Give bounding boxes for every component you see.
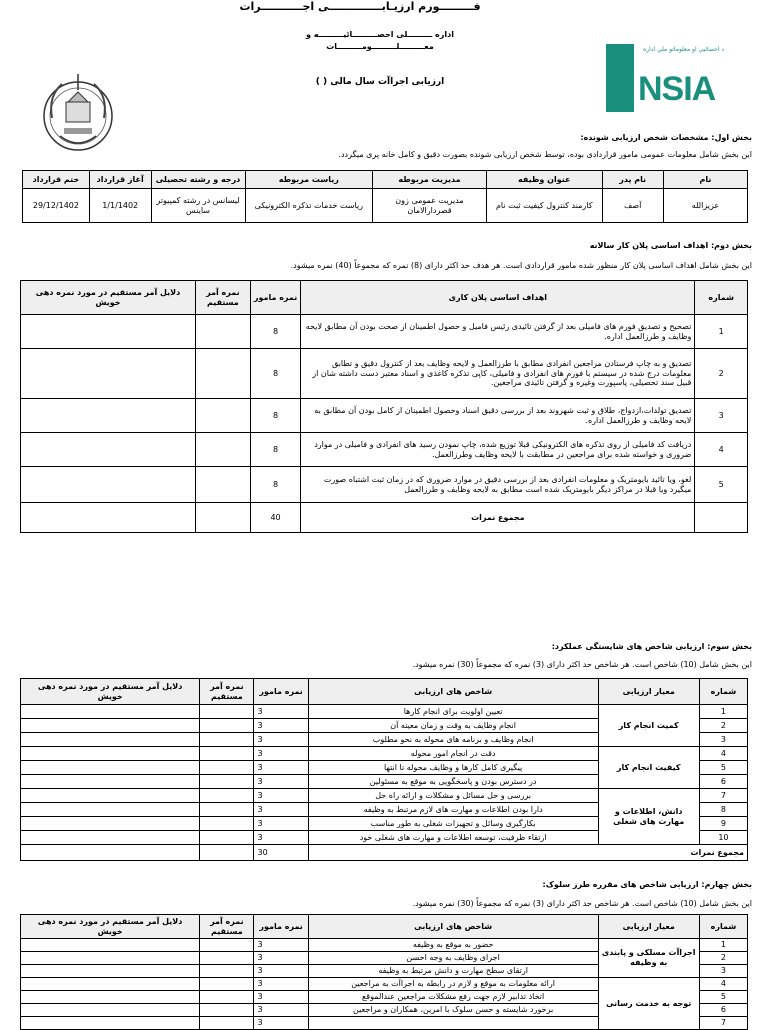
row-number: 8 <box>699 803 747 817</box>
row-score: 8 <box>250 467 301 503</box>
row-supervisor-score[interactable] <box>200 939 254 952</box>
row-supervisor-score[interactable] <box>195 433 250 467</box>
row-supervisor-reasons[interactable] <box>21 939 200 952</box>
header-directorate: مدیریت مربوطه <box>373 171 487 189</box>
row-goal: دریافت کد فامیلی از روی تذکره های الکترونیکی قبلا توزیع شده، چاپ نمودن رسید های انفرادی و فامیلی در موارد ضروری و خواسته شده برای مراجعین در مطابقت با لایحه وظایف وطرزالعمل. <box>301 433 695 467</box>
emblem-seal <box>38 66 118 158</box>
header-indicators: شاخص های ارزیابی <box>308 915 598 939</box>
total-supervisor-reasons[interactable] <box>21 503 196 533</box>
row-score: 3 <box>254 817 308 831</box>
row-number: 5 <box>699 761 747 775</box>
row-supervisor-reasons[interactable] <box>21 775 200 789</box>
cell-education: لیسانس در رشته کمپیوتر ساینس <box>151 189 245 223</box>
row-indicator: تعیین اولویت برای انجام کارها <box>308 705 598 719</box>
row-supervisor-score[interactable] <box>200 705 254 719</box>
row-indicator: اتخاذ تدابیر لازم جهت رفع مشکلات مراجعین عندالموقع <box>308 991 598 1004</box>
row-number: 3 <box>695 399 748 433</box>
row-supervisor-reasons[interactable] <box>21 705 200 719</box>
header-criteria: معیار ارزیابی <box>598 915 699 939</box>
section1-title: بخش اول: مشخصات شخص ارزیابی شونده: <box>580 133 752 142</box>
row-supervisor-score[interactable] <box>200 761 254 775</box>
header-contract-start: آغاز قرارداد <box>89 171 151 189</box>
row-supervisor-reasons[interactable] <box>21 315 196 349</box>
row-supervisor-reasons[interactable] <box>21 433 196 467</box>
row-score: 3 <box>254 789 308 803</box>
table-row <box>21 349 748 399</box>
row-number: 10 <box>699 831 747 845</box>
row-score: 3 <box>254 831 308 845</box>
row-number: 7 <box>699 1017 747 1030</box>
row-supervisor-score[interactable] <box>200 1017 254 1030</box>
header-presidency: ریاست مربوطه <box>245 171 373 189</box>
row-number: 2 <box>695 349 748 399</box>
criteria-cell: اجراآت مسلکی و پابندی به وظیفه <box>598 939 699 978</box>
row-indicator: ارائه معلومات به موقع و لازم در رابطه به اجراآت به مراجعین <box>308 978 598 991</box>
row-supervisor-score[interactable] <box>200 747 254 761</box>
header-supervisor-score: نمره آمر مستقیم <box>200 915 254 939</box>
header-name: نام <box>663 171 747 189</box>
row-number: 3 <box>699 965 747 978</box>
row-indicator: ارتقای سطح مهارت و دانش مرتبط به وظیفه <box>308 965 598 978</box>
row-indicator: انجام وظایف و برنامه های محوله به نحو مطلوب <box>308 733 598 747</box>
row-score: 3 <box>254 775 308 789</box>
cell-father: آصف <box>602 189 663 223</box>
row-supervisor-reasons[interactable] <box>21 978 200 991</box>
row-supervisor-score[interactable] <box>200 775 254 789</box>
header-criteria: معیار ارزیابی <box>598 679 699 705</box>
header-number: شماره <box>699 915 747 939</box>
header-supervisor-reasons: دلایل آمر مستقیم در مورد نمره دهی خویش <box>21 679 200 705</box>
header-father: نام پدر <box>602 171 663 189</box>
section4-title: بخش چهارم: ارزیابی شاخص های مقرره طرز سلوک: <box>542 880 752 889</box>
header-employee-score: نمره مامور <box>254 679 308 705</box>
row-goal: تصدیق و به چاپ فرستادن مراجعین انفرادی مطابق با طرزالعمل و لایحه وظایف بعد از کنترول دقیق و تطابق معلومات درج شده در سیستم با فورم های انفرادی و فامیلی، کاپی تذکره کاغذی و اسناد معتبر دست داشته شان از قبیل سند تحصیلی، پاسپورت وغیره و گرفتن تائیدی مراجعین. <box>301 349 695 399</box>
row-score: 3 <box>254 733 308 747</box>
row-indicator: در دسترس بودن و پاسخگویی به موقع به مسئولین <box>308 775 598 789</box>
total-supervisor-score[interactable] <box>195 503 250 533</box>
header-employee-score: نمره مامور <box>250 281 301 315</box>
table-row <box>21 467 748 503</box>
department-line-2: معـــــــــلـــــــــومـــــــــات <box>326 42 434 51</box>
header-indicators: شاخص های ارزیابی <box>308 679 598 705</box>
table-row <box>21 399 748 433</box>
row-number: 5 <box>699 991 747 1004</box>
department-line-1: اداره ـــــــــلی احصـــــــــائیـــــــــه و <box>306 30 454 39</box>
row-supervisor-score[interactable] <box>195 467 250 503</box>
row-number: 4 <box>699 978 747 991</box>
row-supervisor-reasons[interactable] <box>21 733 200 747</box>
row-number: 1 <box>699 705 747 719</box>
fiscal-year-label: ارزیابی اجراآت سال مالی ( ) <box>315 77 445 87</box>
row-number: 6 <box>699 775 747 789</box>
row-score: 3 <box>254 747 308 761</box>
section4-table <box>20 914 748 1030</box>
row-supervisor-reasons[interactable] <box>21 467 196 503</box>
row-indicator: برخورد شایسته و حسن سلوک با امرین، همکاران و مراجعین <box>308 1004 598 1017</box>
row-number: 7 <box>699 789 747 803</box>
header-supervisor-reasons: دلایل آمر مستقیم در مورد نمره دهی خویش <box>21 915 200 939</box>
row-number: 1 <box>695 315 748 349</box>
header-education: درجه و رشته تحصیلی <box>151 171 245 189</box>
total-score: 40 <box>250 503 301 533</box>
header-supervisor-score: نمره آمر مستقیم <box>195 281 250 315</box>
row-score: 3 <box>254 939 308 952</box>
row-goal: تصحیح و تصدیق فورم های فامیلی بعد از گرفتن تائیدی رئیس فامیل و حصول اطمینان از صحت بودن آن مطابق لایحه وظایف و طرزالعمل اداره. <box>301 315 695 349</box>
cell-job-title: کارمند کنترول کیفیت ثبت نام <box>486 189 602 223</box>
section3-desc: این بخش شامل (10) شاخص است. هر شاخص حد اکثر دارای (3) نمره که مجموعاً (30) نمره میشود. <box>412 660 752 669</box>
row-score: 3 <box>254 965 308 978</box>
cell-presidency: ریاست خدمات تذکره الکترونیکی <box>245 189 373 223</box>
nsia-logo-subtitle: د احصائیې او معلوماتو ملي اداره <box>643 46 724 53</box>
cell-contract-end: 29/12/1402 <box>23 189 90 223</box>
row-indicator: اجرای وظایف به وجه احسن <box>308 952 598 965</box>
row-score: 3 <box>254 952 308 965</box>
header-number: شماره <box>695 281 748 315</box>
nsia-logo-box-icon <box>606 44 634 112</box>
row-score: 8 <box>250 315 301 349</box>
row-number: 4 <box>699 747 747 761</box>
row-supervisor-score[interactable] <box>200 965 254 978</box>
total-supervisor-score[interactable] <box>200 845 254 861</box>
row-indicator: انجام وظایف به وقت و زمان معینه آن <box>308 719 598 733</box>
table-row <box>21 433 748 467</box>
criteria-cell: توجه به خدمت رسانی <box>598 978 699 1030</box>
row-supervisor-score[interactable] <box>200 991 254 1004</box>
row-number: 2 <box>699 952 747 965</box>
row-supervisor-score[interactable] <box>200 1004 254 1017</box>
row-indicator: حضور به موقع به وظیفه <box>308 939 598 952</box>
row-number: 2 <box>699 719 747 733</box>
row-supervisor-score[interactable] <box>200 831 254 845</box>
section3-table <box>20 678 748 861</box>
row-score: 3 <box>254 1017 308 1030</box>
row-supervisor-reasons[interactable] <box>21 965 200 978</box>
row-score: 3 <box>254 719 308 733</box>
header-job-title: عنوان وظیفه <box>486 171 602 189</box>
row-score: 3 <box>254 991 308 1004</box>
row-score: 3 <box>254 761 308 775</box>
row-score: 3 <box>254 978 308 991</box>
row-score: 3 <box>254 705 308 719</box>
row-number: 5 <box>695 467 748 503</box>
section3-title: بخش سوم: ارزیابی شاخص های شایستگی عملکرد: <box>551 642 752 651</box>
cell-name: عزیزالله <box>663 189 747 223</box>
row-supervisor-score[interactable] <box>195 315 250 349</box>
row-supervisor-score[interactable] <box>195 399 250 433</box>
criteria-cell: کیفیت انجام کار <box>598 747 699 789</box>
row-supervisor-reasons[interactable] <box>21 1017 200 1030</box>
row-indicator: دقت در انجام امور محوله <box>308 747 598 761</box>
row-score: 8 <box>250 399 301 433</box>
row-number: 4 <box>695 433 748 467</box>
cell-contract-start: 1/1/1402 <box>89 189 151 223</box>
row-supervisor-reasons[interactable] <box>21 952 200 965</box>
row-supervisor-reasons[interactable] <box>21 991 200 1004</box>
row-indicator: پیگیری کامل کارها و وظایف محوله تا انتها <box>308 761 598 775</box>
section1-desc: این بخش شامل معلومات عمومی مامور قراردادی بوده، توسط شخص ارزیابی شونده بصورت دقیق و کامل خانه پری میگردد. <box>338 150 752 159</box>
section1-table <box>22 170 748 223</box>
total-label: مجموع نمرات <box>308 845 747 861</box>
row-indicator: دارا بودن اطلاعات و مهارت های لازم مرتبط به وظیفه <box>308 803 598 817</box>
row-supervisor-score[interactable] <box>200 817 254 831</box>
section2-table <box>20 280 748 533</box>
row-score: 3 <box>254 803 308 817</box>
total-label: مجموع نمرات <box>301 503 695 533</box>
nsia-logo-text: NSIA <box>638 70 716 108</box>
row-supervisor-reasons[interactable] <box>21 761 200 775</box>
row-number: 6 <box>699 1004 747 1017</box>
row-score: 3 <box>254 1004 308 1017</box>
row-supervisor-score[interactable] <box>195 349 250 399</box>
total-row <box>21 503 748 533</box>
row-goal: لغو، ویا تائید بایومتریک و معلومات انفرادی بعد از بررسی دقیق در موارد ضروری که در زمان ثبت اشتباه صورت میگیرد ویا قبلا در مراکز دیگر بایومتریک شده است مطابق به لایحه وظایف و طرزالعمل <box>301 467 695 503</box>
header-number: شماره <box>699 679 747 705</box>
nsia-logo <box>606 44 724 116</box>
header-goals: اهداف اساسی پلان کاری <box>301 281 695 315</box>
total-supervisor-reasons[interactable] <box>21 845 200 861</box>
form-title: فـــــــــورم ارزیـابــــــــــــــی اجـــــــــــرات <box>239 0 481 13</box>
row-indicator: ارتقاء ظرفیت، توسعه اطلاعات و مهارت های شغلی خود <box>308 831 598 845</box>
header-contract-end: ختم قرارداد <box>23 171 90 189</box>
row-supervisor-reasons[interactable] <box>21 789 200 803</box>
header-supervisor-score: نمره آمر مستقیم <box>200 679 254 705</box>
section2-desc: این بخش شامل اهداف اساسی پلان کار منظور شده مامور قراردادی است. هر هدف حد اکثر دارای (8) نمره که مجموعاً (40) نمره میشود. <box>290 261 752 270</box>
row-supervisor-score[interactable] <box>200 719 254 733</box>
cell-directorate: مدیریت عمومی زون قصردارالامان <box>373 189 487 223</box>
row-supervisor-reasons[interactable] <box>21 747 200 761</box>
row-number: 3 <box>699 733 747 747</box>
row-supervisor-reasons[interactable] <box>21 719 200 733</box>
row-supervisor-reasons[interactable] <box>21 831 200 845</box>
row-supervisor-reasons[interactable] <box>21 349 196 399</box>
criteria-cell: کمیت انجام کار <box>598 705 699 747</box>
criteria-cell: دانش، اطلاعات و مهارت های شغلی <box>598 789 699 845</box>
row-goal: تصدیق تولدات،ازدواج، طلاق و ثبت شهروند بعد از بررسی دقیق اسناد وحصول اطمینان از کامل بودن آن مطابق به لایحه وظایف و طرزالعمل اداره. <box>301 399 695 433</box>
row-supervisor-reasons[interactable] <box>21 399 196 433</box>
row-number: 9 <box>699 817 747 831</box>
row-supervisor-score[interactable] <box>200 952 254 965</box>
row-indicator: بررسی و حل مسائل و مشکلات و ارائه راه حل <box>308 789 598 803</box>
header-supervisor-reasons: دلایل آمر مستقیم در مورد نمره دهی خویش <box>21 281 196 315</box>
row-supervisor-score[interactable] <box>200 978 254 991</box>
table-row <box>21 315 748 349</box>
row-supervisor-reasons[interactable] <box>21 817 200 831</box>
row-supervisor-reasons[interactable] <box>21 803 200 817</box>
row-supervisor-score[interactable] <box>200 789 254 803</box>
total-spacer <box>695 503 748 533</box>
row-supervisor-reasons[interactable] <box>21 1004 200 1017</box>
row-indicator <box>308 1017 598 1030</box>
total-score: 30 <box>254 845 308 861</box>
row-indicator: بکارگیری وسائل و تجهیزات شغلی به طور مناسب <box>308 817 598 831</box>
row-supervisor-score[interactable] <box>200 803 254 817</box>
section2-title: بخش دوم: اهداف اساسی پلان کار سالانه <box>589 241 752 250</box>
row-supervisor-score[interactable] <box>200 733 254 747</box>
row-score: 8 <box>250 433 301 467</box>
row-number: 1 <box>699 939 747 952</box>
header-employee-score: نمره مامور <box>254 915 308 939</box>
row-score: 8 <box>250 349 301 399</box>
section4-desc: این بخش شامل (10) شاخص است. هر شاخص حد اکثر دارای (3) نمره که مجموعاً (30) نمره میشود. <box>412 899 752 908</box>
